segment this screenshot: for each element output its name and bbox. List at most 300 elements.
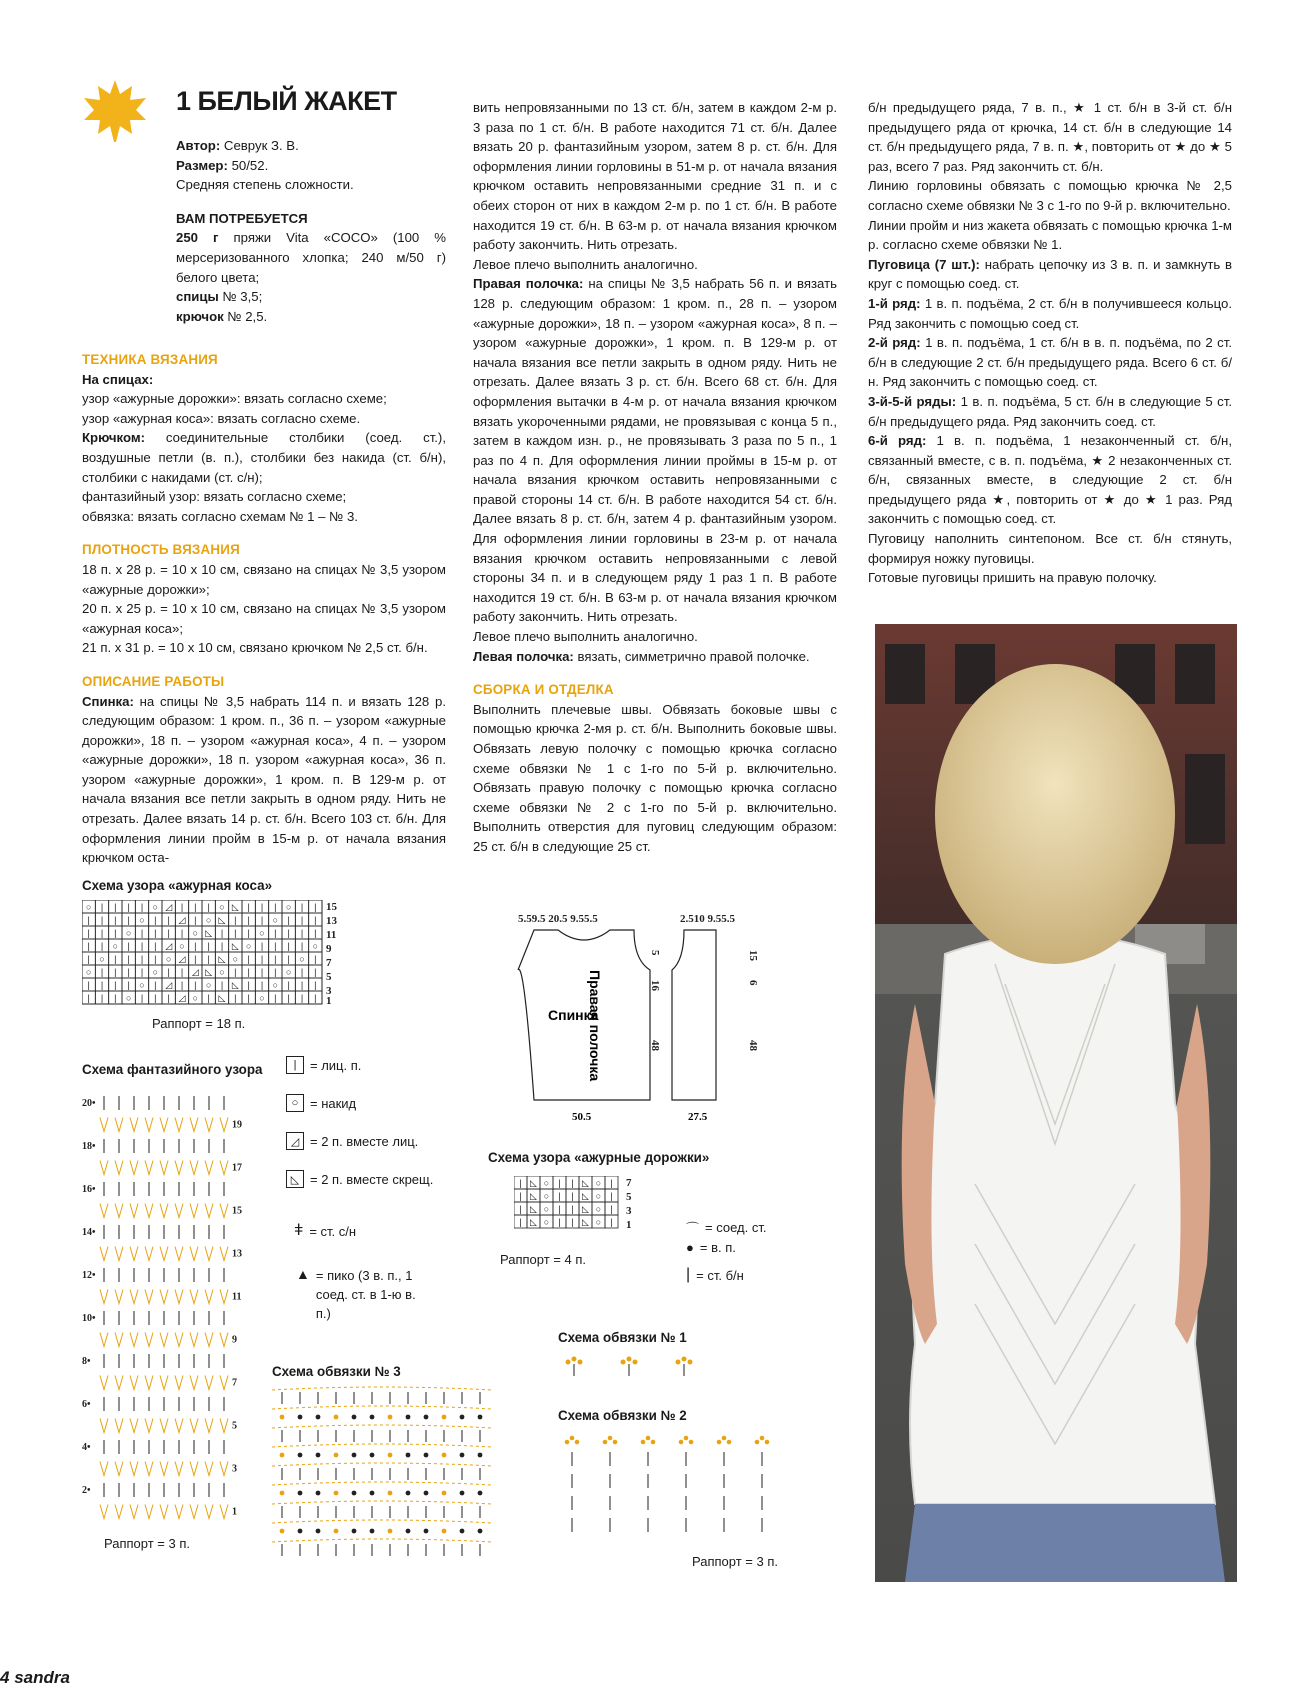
svg-text:|: | (194, 980, 197, 990)
svg-text:○: ○ (99, 954, 105, 964)
legend-k2tog: ◿ = 2 п. вместе лиц. (286, 1132, 418, 1150)
obv3-diagram-title: Схема обвязки № 3 (272, 1364, 401, 1379)
svg-text:|: | (140, 902, 144, 912)
dorozhki-diagram (514, 1176, 654, 1241)
svg-text:◿: ◿ (178, 993, 186, 1003)
svg-text:○: ○ (245, 941, 252, 951)
svg-text:◿: ◿ (191, 967, 199, 977)
svg-text:◺: ◺ (218, 954, 226, 964)
materials-hook: крючок № 2,5. (176, 308, 268, 324)
svg-text:|: | (287, 954, 290, 964)
svg-text:9: 9 (326, 943, 332, 955)
svg-text:5: 5 (326, 971, 332, 983)
svg-text:19: 19 (232, 1119, 242, 1131)
svg-text:|: | (180, 902, 184, 912)
obv3-diagram (272, 1386, 522, 1571)
gauge-line2: 20 п. х 25 р. = 10 х 10 см, связано на спицах № 3,5 узором «ажурная коса»; (82, 601, 446, 636)
svg-text:○: ○ (595, 1191, 602, 1201)
svg-text:◺: ◺ (530, 1204, 537, 1214)
svg-text:1: 1 (626, 1219, 632, 1231)
button-row3-5: 3-й-5-й ряды: 1 в. п. подъёма, 5 ст. б/н в следующие 5 ст. б/н предыдущего ряда. Ряд закончить соед. ст. (868, 393, 1232, 429)
svg-text:|: | (194, 902, 197, 912)
svg-text:|: | (140, 941, 144, 951)
svg-text:|: | (220, 941, 224, 951)
dorozhki-repeat-label: Раппорт = 4 п. (500, 1252, 586, 1267)
chain-icon: ● (686, 1240, 694, 1255)
svg-text:14•: 14• (82, 1227, 96, 1238)
svg-text:○: ○ (85, 967, 92, 977)
svg-text:|: | (300, 980, 304, 990)
svg-text:|: | (314, 993, 317, 1003)
svg-text:◺: ◺ (582, 1178, 589, 1188)
k2tog-icon: ◿ (286, 1132, 304, 1150)
svg-text:○: ○ (125, 993, 132, 1003)
obv2-diagram (558, 1432, 828, 1547)
dorozhki-diagram-title: Схема узора «ажурные дорожки» (488, 1150, 710, 1165)
svg-text:15: 15 (232, 1205, 242, 1217)
col3-p4: Пуговицу наполнить синтепоном. Все ст. б/н стянуть, формируя ножку пуговицы. (868, 531, 1232, 566)
svg-text:15: 15 (747, 950, 759, 961)
svg-text:|: | (247, 980, 250, 990)
svg-text:|: | (100, 915, 104, 925)
svg-text:|: | (87, 941, 90, 951)
svg-text:|: | (234, 915, 237, 925)
svg-text:○: ○ (312, 941, 319, 951)
svg-text:|: | (100, 902, 104, 912)
svg-text:|: | (154, 954, 157, 964)
svg-text:|: | (247, 967, 250, 977)
svg-text:7: 7 (326, 957, 332, 969)
svg-text:|: | (558, 1191, 561, 1201)
svg-text:|: | (127, 915, 130, 925)
obv2-diagram-title: Схема обвязки № 2 (558, 1408, 687, 1423)
svg-text:○: ○ (272, 915, 279, 925)
svg-text:2•: 2• (82, 1485, 91, 1496)
svg-text:|: | (180, 980, 184, 990)
svg-text:|: | (300, 915, 304, 925)
front-label: Правая полочка (587, 970, 603, 1082)
svg-text:|: | (127, 954, 130, 964)
svg-text:○: ○ (192, 993, 199, 1003)
description-heading: ОПИСАНИЕ РАБОТЫ (82, 673, 225, 689)
yarn-over-icon: ○ (286, 1094, 304, 1112)
svg-text:◺: ◺ (231, 980, 239, 990)
svg-text:3: 3 (326, 985, 332, 997)
svg-text:|: | (571, 1204, 574, 1214)
button-row1: 1-й ряд: 1 в. п. подъёма, 2 ст. б/н в получившееся кольцо. Ряд закончить с помощью соед ст. (868, 295, 1233, 331)
svg-text:6•: 6• (82, 1399, 91, 1410)
knit-stitch-icon: | (286, 1056, 304, 1074)
svg-text:◺: ◺ (530, 1217, 537, 1227)
col3-p1: б/н предыдущего ряда, 7 в. п., ★ 1 ст. б/н в 3-й ст. б/н предыдущего ряда от крючка, 14 ст. б/н в следующие 14 ст. б/н предыдущего ряда, 7 в. п. ★, повторить от ★ до ★ 5 раз, всего 7 раз. Ряд закончить ст. б/н. (868, 100, 1232, 174)
svg-text:3: 3 (232, 1463, 237, 1475)
svg-text:13: 13 (232, 1248, 242, 1260)
kosa-repeat-label: Раппорт = 18 п. (152, 1016, 246, 1031)
svg-text:○: ○ (152, 902, 159, 912)
svg-text:|: | (610, 1204, 613, 1214)
svg-text:|: | (140, 954, 144, 964)
svg-text:|: | (154, 980, 157, 990)
svg-text:9: 9 (232, 1334, 237, 1346)
svg-text:|: | (140, 967, 144, 977)
back-label: Спинка (548, 1007, 599, 1023)
svg-text:◿: ◿ (165, 902, 173, 912)
legend-yo: ○ = накид (286, 1094, 356, 1112)
svg-text:20•: 20• (82, 1098, 96, 1109)
svg-text:|: | (154, 941, 157, 951)
slip-stitch-icon: ⌒ (686, 1221, 700, 1236)
svg-text:|: | (260, 915, 264, 925)
svg-text:|: | (140, 993, 144, 1003)
svg-text:◺: ◺ (231, 902, 239, 912)
technique-line4: фантазийный узор: вязать согласно схеме; (82, 489, 347, 505)
svg-text:◿: ◿ (178, 954, 186, 964)
svg-text:|: | (610, 1217, 613, 1227)
svg-text:13: 13 (326, 915, 337, 927)
svg-text:|: | (154, 993, 157, 1003)
column-left-body (82, 350, 446, 868)
svg-text:|: | (114, 980, 117, 990)
svg-text:○: ○ (272, 980, 279, 990)
svg-text:|: | (247, 954, 250, 964)
svg-text:|: | (260, 980, 264, 990)
svg-text:◺: ◺ (231, 941, 239, 951)
svg-text:|: | (114, 967, 117, 977)
svg-text:○: ○ (192, 928, 199, 938)
col2-p1: вить непровязанными по 13 ст. б/н, затем в каждом 2-м р. 3 раза по 1 ст. б/н. В работе находится 71 ст. б/н. Далее вязать 20 р. фантазийным узором, затем 8 р. ст. б/н. Для оформления линии горловины в 51-м р. от начала вязания крючком оставить непровязанными средние 31 п. и с обеих сторон от них в каждом 2-м р. по 1 ст. б/н. В работе находится 19 ст. б/н. В 63-м р. от начала вязания крючком работу закончить. Нить отрезать. (473, 100, 837, 253)
technique-line1: узор «ажурные дорожки»: вязать согласно схеме; (82, 391, 387, 407)
svg-text:|: | (207, 993, 210, 1003)
col2-left-front: Левая полочка: вязать, симметрично правой полочке. (473, 648, 810, 664)
svg-text:|: | (127, 967, 130, 977)
svg-text:○: ○ (179, 941, 185, 951)
col3-p2: Линию горловины обвязать с помощью крючка № 2,5 согласно схеме обвязки № 3 с 1-го по 9-й р. включительно. (868, 178, 1232, 213)
svg-text:○: ○ (85, 902, 92, 912)
svg-text:|: | (100, 928, 104, 938)
svg-text:○: ○ (299, 954, 305, 964)
column-right (868, 98, 1232, 588)
svg-text:|: | (87, 915, 90, 925)
svg-text:|: | (300, 928, 304, 938)
col3-p3: Линии пройм и низ жакета обвязать с помощью крючка 1-м р. согласно схеме обвязки № 1. (868, 217, 1232, 253)
svg-text:|: | (287, 993, 290, 1003)
svg-text:|: | (247, 928, 250, 938)
svg-text:◺: ◺ (530, 1191, 537, 1201)
svg-text:|: | (287, 915, 290, 925)
svg-text:○: ○ (205, 980, 212, 990)
kosa-diagram (82, 900, 352, 1017)
svg-text:|: | (519, 1204, 522, 1214)
technique-line2: узор «ажурная коса»: вязать согласно схеме. (82, 410, 361, 426)
legend-ch: ● = в. п. (686, 1240, 736, 1255)
svg-text:|: | (274, 993, 277, 1003)
assembly-heading: СБОРКА И ОТДЕЛКА (473, 682, 614, 698)
svg-text:◺: ◺ (218, 915, 226, 925)
svg-text:|: | (610, 1191, 613, 1201)
svg-text:◿: ◿ (165, 980, 173, 990)
svg-text:3: 3 (626, 1205, 632, 1217)
svg-text:|: | (274, 928, 277, 938)
svg-text:|: | (114, 954, 117, 964)
svg-text:○: ○ (205, 915, 212, 925)
button-row2: 2-й ряд: 1 в. п. подъёма, 1 ст. б/н в в. п. подъёма, по 2 ст. б/н в следующие 2 ст. б/н предыдущего ряда. Всего 6 ст. б/н. Ряд закончить с помощью соед. ст. (868, 335, 1232, 390)
svg-text:|: | (207, 902, 210, 912)
model-photo (875, 624, 1237, 1582)
svg-text:|: | (207, 941, 210, 951)
svg-text:○: ○ (259, 928, 265, 938)
svg-text:|: | (234, 928, 237, 938)
svg-text:|: | (314, 967, 317, 977)
svg-text:|: | (87, 993, 90, 1003)
obv2-repeat-label: Раппорт = 3 п. (692, 1554, 778, 1569)
svg-text:◺: ◺ (582, 1191, 589, 1201)
svg-text:|: | (287, 980, 290, 990)
svg-text:○: ○ (595, 1204, 602, 1214)
svg-text:○: ○ (139, 915, 145, 925)
garment-schematics (512, 910, 782, 1130)
svg-text:|: | (220, 928, 224, 938)
svg-text:|: | (260, 941, 264, 951)
svg-text:15: 15 (326, 901, 337, 913)
svg-text:○: ○ (595, 1217, 602, 1227)
description-back: Спинка: на спицы № 3,5 набрать 114 п. и вязать 128 р. следующим образом: 1 кром. п., 36 п. – узором «ажурные дорожки», 18 п. – узором «ажурная коса», 4 п. – узором «ажурные дорожки», 18 п. узором «ажурная коса», 36 п. узором «ажурные дорожки», 1 кром. п. В 129-м р. от начала вязания все петли закрыть в одном ряду. Нить не отрезать. Далее вязать 14 р. ст. б/н. Всего 103 ст. б/н. Для оформления линии пройм в 15-м р. от начала вязания крючком оста- (82, 693, 446, 866)
fantasy-diagram (82, 1086, 252, 1531)
svg-text:48: 48 (649, 1040, 661, 1051)
svg-text:|: | (300, 902, 304, 912)
svg-text:|: | (247, 993, 250, 1003)
svg-text:|: | (571, 1217, 574, 1227)
gauge-line3: 21 п. х 31 р. = 10 х 10 см, связано крючком № 2,5 ст. б/н. (82, 640, 428, 656)
assembly-text: Выполнить плечевые швы. Обвязать боковые швы с помощью крючка 2-мя р. ст. б/н. Выполнить боковые швы. Обвязать левую полочку с помощью крючка согласно схеме обвязки № 1 с 1-го по 5-й р. включительно. Обвязать правую полочку с помощью крючка согласно схеме обвязки № 2 с 1-го по 5-й р. включительно. Выполнить отверстия для пуговиц следующим образом: 25 ст. б/н в следующие 25 ст. (473, 701, 837, 854)
single-crochet-icon: | (686, 1266, 691, 1283)
svg-text:|: | (558, 1178, 561, 1188)
back-top-measure: 5.59.5 20.5 9.55.5 (518, 913, 598, 925)
svg-text:○: ○ (543, 1217, 550, 1227)
svg-text:1: 1 (232, 1506, 237, 1518)
svg-text:○: ○ (165, 954, 172, 964)
svg-text:|: | (87, 980, 90, 990)
svg-text:|: | (100, 941, 104, 951)
svg-text:○: ○ (259, 993, 265, 1003)
svg-text:|: | (114, 915, 117, 925)
svg-text:|: | (194, 954, 197, 964)
svg-text:|: | (167, 993, 170, 1003)
svg-text:7: 7 (626, 1177, 632, 1189)
svg-text:|: | (274, 967, 277, 977)
svg-text:|: | (260, 902, 264, 912)
svg-text:7: 7 (232, 1377, 237, 1389)
svg-text:○: ○ (543, 1178, 550, 1188)
gauge-line1: 18 п. х 28 р. = 10 х 10 см, связано на спицах № 3,5 узором «ажурные дорожки»; (82, 561, 446, 597)
col2-p2: Левое плечо выполнить аналогично. (473, 256, 698, 272)
svg-text:|: | (114, 928, 117, 938)
svg-text:|: | (274, 954, 277, 964)
svg-text:16•: 16• (82, 1184, 96, 1195)
svg-text:5: 5 (626, 1191, 632, 1203)
svg-text:|: | (220, 980, 224, 990)
svg-text:○: ○ (543, 1204, 550, 1214)
technique-heading: ТЕХНИКА ВЯЗАНИЯ (82, 352, 218, 367)
col2-p3: Левое плечо выполнить аналогично. (473, 629, 698, 645)
svg-text:◿: ◿ (178, 915, 186, 925)
svg-text:|: | (558, 1217, 561, 1227)
obv1-diagram (558, 1354, 738, 1383)
svg-text:|: | (300, 993, 304, 1003)
maple-leaf-icon (80, 76, 150, 151)
svg-text:10•: 10• (82, 1313, 96, 1324)
svg-text:|: | (314, 928, 317, 938)
svg-text:○: ○ (125, 928, 132, 938)
technique-sub1: На спицах: (82, 371, 154, 387)
svg-text:◺: ◺ (582, 1204, 589, 1214)
svg-text:|: | (314, 915, 317, 925)
svg-text:○: ○ (285, 902, 292, 912)
legend-slst: ⌒ = соед. ст. (686, 1220, 767, 1236)
ssk-icon: ◺ (286, 1170, 304, 1188)
svg-text:|: | (127, 941, 130, 951)
column-left (176, 136, 446, 326)
back-bottom-measure: 50.5 (572, 1111, 592, 1123)
magazine-brand: sandra (14, 1668, 70, 1687)
svg-text:◺: ◺ (582, 1217, 589, 1227)
svg-text:11: 11 (232, 1291, 242, 1303)
svg-text:|: | (260, 967, 264, 977)
legend-picot: ▲ = пико (3 в. п., 1 соед. ст. в 1-ю в. п.) (296, 1266, 416, 1321)
svg-text:5: 5 (649, 950, 661, 956)
svg-text:4•: 4• (82, 1442, 91, 1453)
button-instructions: Пуговица (7 шт.): набрать цепочку из 3 в. п. и замкнуть в круг с помощью соед. ст. (868, 256, 1232, 292)
svg-text:|: | (558, 1204, 561, 1214)
legend-knit: | = лиц. п. (286, 1056, 361, 1074)
page-title: 1 БЕЛЫЙ ЖАКЕТ (176, 86, 397, 116)
front-top-measure: 2.510 9.55.5 (680, 913, 735, 925)
svg-text:◺: ◺ (205, 967, 213, 977)
difficulty-line: Средняя степень сложности. (176, 177, 354, 193)
size-line: Размер: 50/52. (176, 157, 269, 173)
svg-text:16: 16 (649, 980, 661, 991)
materials-needles: спицы № 3,5; (176, 289, 263, 305)
svg-text:|: | (127, 902, 130, 912)
gauge-heading: ПЛОТНОСТЬ ВЯЗАНИЯ (82, 542, 240, 558)
svg-text:◿: ◿ (165, 941, 173, 951)
svg-text:|: | (114, 993, 117, 1003)
svg-text:|: | (87, 954, 90, 964)
column-middle (473, 98, 837, 857)
svg-text:|: | (167, 928, 170, 938)
materials-yarn: 250 г пряжи Vita «COCO» (100 % мерсеризованного хлопка; 240 м/50 г) белого цвета; (176, 230, 446, 285)
svg-text:|: | (194, 941, 197, 951)
kosa-diagram-title: Схема узора «ажурная коса» (82, 878, 273, 893)
svg-text:|: | (274, 902, 277, 912)
svg-text:|: | (234, 967, 237, 977)
svg-text:|: | (100, 993, 104, 1003)
svg-text:5: 5 (232, 1420, 237, 1432)
svg-text:◺: ◺ (205, 928, 213, 938)
svg-text:|: | (154, 915, 157, 925)
svg-text:|: | (300, 941, 304, 951)
legend-dc: ǂ = ст. с/н (294, 1222, 357, 1239)
svg-text:|: | (519, 1217, 522, 1227)
technique-line5: обвязка: вязать согласно схемам № 1 – № 3. (82, 508, 358, 524)
svg-text:|: | (300, 967, 304, 977)
svg-text:|: | (260, 954, 264, 964)
svg-text:|: | (274, 941, 277, 951)
svg-text:○: ○ (543, 1191, 550, 1201)
svg-text:○: ○ (232, 954, 239, 964)
svg-text:|: | (194, 915, 197, 925)
author-line: Автор: Севрук З. В. (176, 138, 299, 153)
button-row6: 6-й ряд: 1 в. п. подъёма, 1 незаконченный ст. б/н, связанный вместе, с в. п. подъёма, ★ 2 незаконченных ст. б/н, связанных вместе, в следующие 2 ст. б/н предыдущего ряда ★, повторить от ★ до ★ 1 раз. Ряд закончить с помощью соед. ст. (868, 433, 1232, 527)
svg-text:|: | (314, 902, 317, 912)
svg-text:|: | (207, 954, 210, 964)
svg-text:|: | (167, 967, 170, 977)
svg-text:|: | (180, 967, 184, 977)
svg-text:48: 48 (747, 1040, 759, 1051)
svg-text:6: 6 (747, 980, 759, 986)
col2-right-front: Правая полочка: на спицы № 3,5 набрать 56 п. и вязать 128 р. следующим образом: 1 кром. п., 28 п. – узором «ажурные дорожки», 18 п. – узором «ажурная коса», 8 п. – узором «ажурные дорожки», 1 кром. п. В 129-м р. от начала вязания все петли закрыть в одном ряду. Нить не отрезать. Далее вязать 3 р. ст. б/н. Всего 68 ст. б/н. Для оформления вытачки в 4-м р. от начала вязания крючком вязать укороченными рядами, не провязывая с конца 5 п., затем в каждом изн. р., не провязывать 3 раза по 5 п., 1 раз по 4 п. Для оформления линии проймы в 15-м р. от начала вязания крючком оставить непровязанными с правой стороны 14 ст. б/н. В работе находится 54 ст. б/н. Далее вязать 8 р. ст. б/н, затем 4 р. фантазийным узором. Для оформления линии горловины в 23-м р. от начала вязания крючком оставить непровязанными с левой стороны 34 п. и в следующем ряду 1 раз 1 п. В работе находится 19 ст. б/н. В 63-м р. от начала вязания крючком работу закончить. Нить отрезать. (473, 276, 837, 625)
svg-text:○: ○ (139, 980, 145, 990)
svg-text:|: | (100, 967, 104, 977)
svg-text:18•: 18• (82, 1141, 96, 1152)
svg-text:|: | (314, 954, 317, 964)
svg-text:|: | (519, 1178, 522, 1188)
technique-line3: Крючком: соединительные столбики (соед. ст.), воздушные петли (в. п.), столбики без накида (ст. б/н), столбики с накидами (ст. с/н); (82, 430, 446, 485)
svg-text:◺: ◺ (530, 1178, 537, 1188)
svg-text:○: ○ (219, 967, 225, 977)
svg-text:◺: ◺ (218, 993, 226, 1003)
svg-text:|: | (114, 902, 117, 912)
svg-text:|: | (234, 993, 237, 1003)
svg-text:|: | (571, 1178, 574, 1188)
svg-text:|: | (519, 1191, 522, 1201)
svg-text:|: | (314, 980, 317, 990)
page-number: 4 (0, 1668, 10, 1687)
legend-sc: | = ст. б/н (686, 1266, 744, 1283)
svg-text:|: | (287, 928, 290, 938)
fantasy-diagram-title: Схема фантазийного узора (82, 1062, 263, 1077)
fantasy-repeat-label: Раппорт = 3 п. (104, 1536, 190, 1551)
svg-text:|: | (154, 928, 157, 938)
svg-text:○: ○ (285, 967, 292, 977)
svg-text:11: 11 (326, 929, 337, 941)
svg-text:|: | (167, 915, 170, 925)
svg-text:|: | (571, 1191, 574, 1201)
svg-text:|: | (100, 980, 104, 990)
svg-text:○: ○ (595, 1178, 602, 1188)
col3-p5: Готовые пуговицы пришить на правую полочку. (868, 570, 1157, 586)
svg-text:|: | (287, 941, 290, 951)
svg-text:17: 17 (232, 1162, 242, 1174)
svg-text:8•: 8• (82, 1356, 91, 1367)
svg-text:|: | (127, 980, 130, 990)
svg-text:|: | (180, 928, 184, 938)
page-footer (0, 1668, 70, 1688)
svg-text:|: | (87, 928, 90, 938)
svg-text:○: ○ (152, 967, 159, 977)
svg-text:|: | (247, 902, 250, 912)
svg-text:○: ○ (112, 941, 119, 951)
double-crochet-icon: ǂ (294, 1222, 304, 1239)
materials-heading: ВАМ ПОТРЕБУЕТСЯ (176, 210, 308, 226)
picot-icon: ▲ (296, 1266, 310, 1282)
svg-text:1: 1 (326, 995, 332, 1007)
svg-text:○: ○ (219, 902, 225, 912)
svg-text:|: | (610, 1178, 613, 1188)
svg-text:|: | (247, 915, 250, 925)
obv1-diagram-title: Схема обвязки № 1 (558, 1330, 687, 1345)
front-bottom-measure: 27.5 (688, 1111, 708, 1123)
svg-text:12•: 12• (82, 1270, 96, 1281)
